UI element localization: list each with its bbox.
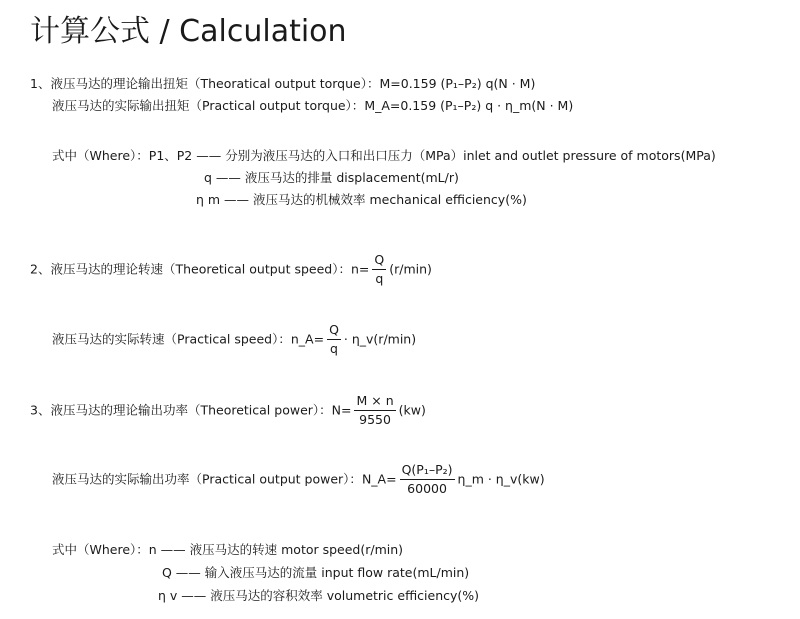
practical-speed-label: 液压马达的实际转速（Practical speed）： (52, 331, 291, 347)
practical-power-line (52, 462, 545, 497)
practical-speed-lhs: n_A= (290, 331, 325, 347)
practical-power-lhs: N_A= (361, 471, 397, 487)
practical-speed-line (52, 322, 416, 357)
practical-torque-formula: M_A=0.159 (P₁–P₂) q · η_m(N · M) (364, 98, 574, 113)
practical-speed-unit: · η_v(r/min) (343, 331, 417, 347)
theoretical-power-unit: (kw) (398, 402, 426, 418)
where-flow-rate-line: Q —— 输入液压马达的流量 input flow rate(mL/min) (162, 565, 470, 580)
fraction-denominator: q (330, 341, 338, 356)
theoretical-speed-label: 2、液压马达的理论转速（Theoretical output speed）： (30, 261, 351, 277)
where-displacement-line: q —— 液压马达的排量 displacement(mL/r) (204, 170, 459, 185)
fraction-denominator: 9550 (359, 412, 391, 427)
fraction-numerator: Q (372, 252, 386, 270)
fraction-numerator: Q (327, 322, 341, 340)
theoretical-power-line (30, 393, 426, 428)
theoretical-power-label: 3、液压马达的理论输出功率（Theoretical power）： (30, 402, 332, 418)
theoretical-power-fraction (354, 393, 395, 428)
theoretical-torque-formula: M=0.159 (P₁–P₂) q(N · M) (379, 76, 536, 91)
practical-power-label: 液压马达的实际输出功率（Practical output power）： (52, 471, 362, 487)
fraction-denominator: q (375, 271, 384, 286)
practical-power-fraction (400, 462, 455, 497)
practical-power-unit: η_m · η_v(kw) (457, 471, 545, 487)
theoretical-speed-unit: (r/min) (389, 261, 432, 277)
theoretical-torque-line (30, 76, 535, 92)
theoretical-speed-fraction (372, 252, 386, 287)
where-pressure-line: 式中（Where）：P1、P2 —— 分别为液压马达的入口和出口压力（MPa）inlet and outlet pressure of motors(MPa) (52, 148, 716, 163)
theoretical-power-lhs: N= (331, 402, 352, 418)
fraction-denominator: 60000 (407, 481, 447, 496)
where-mechanical-efficiency-line: η m —— 液压马达的机械效率 mechanical efficiency(%) (196, 192, 527, 207)
theoretical-torque-label: 1、液压马达的理论输出扭矩（Theoratical output torque）： (30, 76, 380, 91)
practical-torque-line (52, 98, 573, 114)
practical-speed-fraction (327, 322, 341, 357)
theoretical-speed-lhs: n= (350, 261, 370, 277)
page-title: 计算公式 / Calculation (30, 14, 347, 49)
practical-torque-label: 液压马达的实际输出扭矩（Practical output torque）： (52, 98, 365, 113)
fraction-numerator: M × n (354, 393, 395, 411)
where-motor-speed-line: 式中（Where）：n —— 液压马达的转速 motor speed(r/min) (52, 542, 404, 557)
where-volumetric-efficiency-line: η v —— 液压马达的容积效率 volumetric efficiency(%) (158, 588, 480, 603)
fraction-numerator: Q(P₁–P₂) (400, 462, 455, 480)
theoretical-speed-line (30, 252, 432, 287)
